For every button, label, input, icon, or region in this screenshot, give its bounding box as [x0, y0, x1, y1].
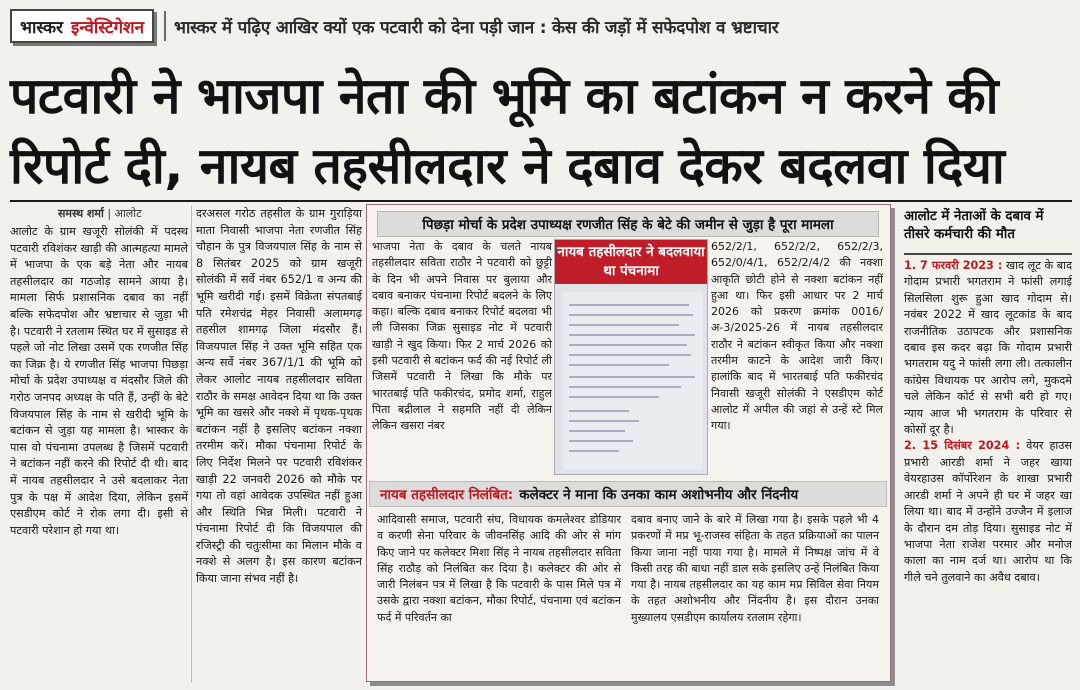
sidebar-item-2-text: वेयर हाउस प्रभारी आरडी शर्मा ने जहर खाया वेयरहाउस कॉर्पोरेशन के शाखा प्रभारी आरडी शर्मा ने अपने ही घर में जहर खा लिया था। बाद में उन्होंने उज्जैन में इलाज के दौरान दम तोड़ दिया। सुसाइड नोट में भाजपा नेता राजेश परमार और मनोज काला का नाम दर्ज था। आरोप था कि गीले चने तुलवाने का अवैध दबाव।	[904, 439, 1072, 584]
byline: समस्थ शर्मा | आलोट	[58, 207, 142, 220]
byline-name: समस्थ शर्मा	[58, 207, 104, 220]
document-photo	[554, 239, 708, 475]
brand-name: भास्कर	[20, 17, 63, 38]
article-column-1: आलोट के ग्राम खजूरी सोलंकी में पदस्थ पटवारी रविशंकर खाड़ी की आत्महत्या मामले में भाजपा के एक बड़े नेता और नायब तहसीलदार का गठजोड़ सामने आया है। मामला सिर्फ प्रशासनिक दबाव का नहीं बल्कि सफेदपोश और भ्रष्टाचार से जुड़ा भी है। पटवारी ने रतलाम स्थित घर में सुसाइड से पहले जो नोट लिखा उसमें एक रणजीत सिंह का जिक्र है। ये रणजीत सिंह भाजपा पिछड़ा मोर्चा के प्रदेश उपाध्यक्ष व मंदसौर जिले की गरोठ जनपद अध्यक्ष के पति हैं, उन्हीं के बेटे विजयपाल सिंह के नाम से खरीदी भूमि के बटांकन से जुड़ा यह मामला है। भास्कर के पास वो पंचनामा उपलब्ध है जिसमें पटवारी ने बटांकन नहीं करने की रिपोर्ट दी थी। बाद में नायब तहसीलदार ने उसे बदलाकर नेता पुत्र के पक्ष में आदेश दिया, लेकिन इसमें एसडीएम कोर्ट ने रोक लगा दी। इसी से पटवारी परेशान हो गया था।	[10, 225, 188, 537]
column-divider	[191, 206, 192, 682]
kicker-row	[10, 6, 1072, 46]
brand-badge	[10, 9, 154, 43]
headline-rule	[10, 200, 1072, 202]
sidebar-item-1-date: 1. 7 फरवरी 2023 :	[904, 259, 1003, 272]
kicker-text: भास्कर में पढ़िए आखिर क्यों एक पटवारी को देना पड़ी जान : केस की जड़ों में सफेदपोश व भ्रष्टाचार	[174, 17, 779, 38]
kicker-divider	[164, 11, 166, 41]
headline-line-1: पटवारी ने भाजपा नेता की भूमि का बटांकन न करने की	[10, 67, 999, 125]
panchnama-document-image	[563, 292, 703, 470]
box-column-left: भाजपा नेता के दबाव के चलते नायब तहसीलदार सविता राठौर ने पटवारी को छुट्टी के दिन भी अपने निवास पर बुलाया और दबाव बनाकर पंचनामा रिपोर्ट बदलने के लिए कहा। बल्कि दबाव बनाकर रिपोर्ट बदलवा भी ली जिसका जिक्र सुसाइड नोट में पटवारी खाड़ी ने खुद किया। फिर 2 मार्च 2026 को इसी पटवारी से बटांकन फर्द की नई रिपोर्ट ली जिसमें पटवारी ने लिखा कि मौके पर भारतबाई पति फकीरचंद, प्रमोद शर्मा, राहुल पिता बद्रीलाल ने सहमति नहीं दी लेकिन लेकिन खसरा नंबर	[372, 240, 552, 433]
main-story-box	[366, 204, 891, 682]
sidebar-title: आलोट में नेताओं के दबाव में तीसरे कर्मचारी की मौत	[904, 209, 1044, 242]
sidebar-item-2-date: 2. 15 दिसंबर 2024 :	[904, 439, 1021, 453]
box-column-right: 652/2/1, 652/2/2, 652/2/3, 652/0/4/1, 652/2/4/2 की नक्शा आकृति छोटी होने से नक्शा बटांकन नहीं हुआ था। फिर इसी आधार पर 2 मार्च 2026 को प्रकरण क्रमांक 0016/अ-3/2025-26 में नायब तहसीलदार राठौर ने बटांकन स्वीकृत किया और नक्शा तरमीम काटने के आदेश जारी किए। हालांकि बाद में भारतबाई पति फकीरचंद निवासी खजूरी सोलंकी ने एसडीएम कोर्ट आलोट में अपील की जहां से उन्हें स्टे मिल गया।	[711, 240, 883, 433]
box-bottom-left: आदिवासी समाज, पटवारी संघ, विधायक कमलेश्वर डोडियार व करणी सेना परिवार के जीवनसिंह आदि की ओर से मांग किए जाने पर कलेक्टर मिशा सिंह ने नायब तहसीलदार सविता सिंह राठौड़ को निलंबित कर दिया है। कलेक्टर की ओर से जारी निलंबन पत्र में लिखा है कि पटवारी के पास मिले पत्र में उसके द्वारा नक्शा बटांकन, मौका रिपोर्ट, पंचनामा एवं बटांकन फर्द में परिवर्तन का	[377, 513, 621, 624]
headline-line-2: रिपोर्ट दी, नायब तहसीलदार ने दबाव देकर बदलवा दिया	[10, 137, 1005, 195]
box-bottom-right: दबाव बनाए जाने के बारे में लिखा गया है। इसके पहले भी 4 प्रकरणों में मप्र भू-राजस्व संहिता के तहत प्रक्रियाओं का पालन किया जाना नहीं पाया गया है। मामले में निष्पक्ष जांच में वे किसी तरह की बाधा नहीं डाल सके इसलिए उन्हें निलंबित किया गया है। नायब तहसीलदार का यह काम मप्र सिविल सेवा नियम के तहत अशोभनीय और निंदनीय है। इस दौरान उनका मुख्यालय एसडीएम कार्यालय रतलाम रहेगा।	[631, 513, 879, 624]
suspension-subhead	[369, 481, 887, 507]
box-title: पिछड़ा मोर्चा के प्रदेश उपाध्यक्ष रणजीत सिंह के बेटे की जमीन से जुड़ा है पूरा मामला	[377, 211, 879, 237]
photo-caption: नायब तहसीलदार ने बदलवाया था पंचनामा	[555, 240, 707, 284]
sidebar-body	[904, 258, 1072, 586]
byline-place: आलोट	[114, 207, 142, 220]
sidebar-item-1-text: खाद लूट के बाद गोदाम प्रभारी भगतराम ने फांसी लगाई सिलसिला शुरू हुआ खाद गोदाम से। नवंबर 2022 में खाद लूटकांड के बाद राजनीतिक उठापटक और प्रशासनिक दबाव इस कदर बढ़ा कि गोदाम प्रभारी भगतराम यदु ने फांसी लगा ली। तत्कालीन कांग्रेस विधायक पर आरोप लगे, मुकदमे चले लेकिन कोर्ट से सभी बरी हो गए। न्याय आज भी भगतराम के परिवार से कोसों दूर है।	[904, 259, 1073, 437]
subhead-text: कलेक्टर ने माना कि उनका काम अशोभनीय और निंदनीय	[519, 487, 799, 503]
brand-section: इन्वेस्टिगेशन	[70, 17, 145, 38]
subhead-label: नायब तहसीलदार निलंबित:	[380, 487, 514, 503]
sidebar-rule	[904, 253, 1072, 255]
article-column-2: दरअसल गरोठ तहसील के ग्राम गुराड़िया माता निवासी भाजपा नेता रणजीत सिंह चौहान के पुत्र विजयपाल सिंह के नाम से 8 सितंबर 2025 को ग्राम खजूरी सोलंकी में सर्वे नंबर 652/1 व अन्य की भूमि खरीदी गई। इसमें विक्रेता संपतबाई पति रमेशचंद्र मेहर निवासी अलामगढ़ तहसील शामगढ़ जिला मंदसौर हैं। विजयपाल सिंह ने उक्त भूमि सहित एक अन्य सर्वे नंबर 367/1/1 की भूमि को लेकर आलोट नायब तहसीलदार सविता राठौर के समक्ष आवेदन दिया था कि उक्त भूमि का खसरे और नक्शे में पृथक-पृथक बटांकन नहीं है इसलिए बटांकन नक्शा तरमीम करें। मौका पंचनामा रिपोर्ट के लिए निर्देश मिलने पर पटवारी रविशंकर खाड़ी 22 जनवरी 2026 को मौके पर गया तो वहां आवेदक उपस्थित नहीं हुआ और स्थिति भिन्न मिली। पटवारी ने पंचनामा रिपोर्ट दी कि विजयपाल की रजिस्ट्री की चतुःसीमा का मिलान मौके व नक्शे से अलग है। इस कारण बटांकन किया जाना संभव नहीं है।	[196, 207, 362, 586]
